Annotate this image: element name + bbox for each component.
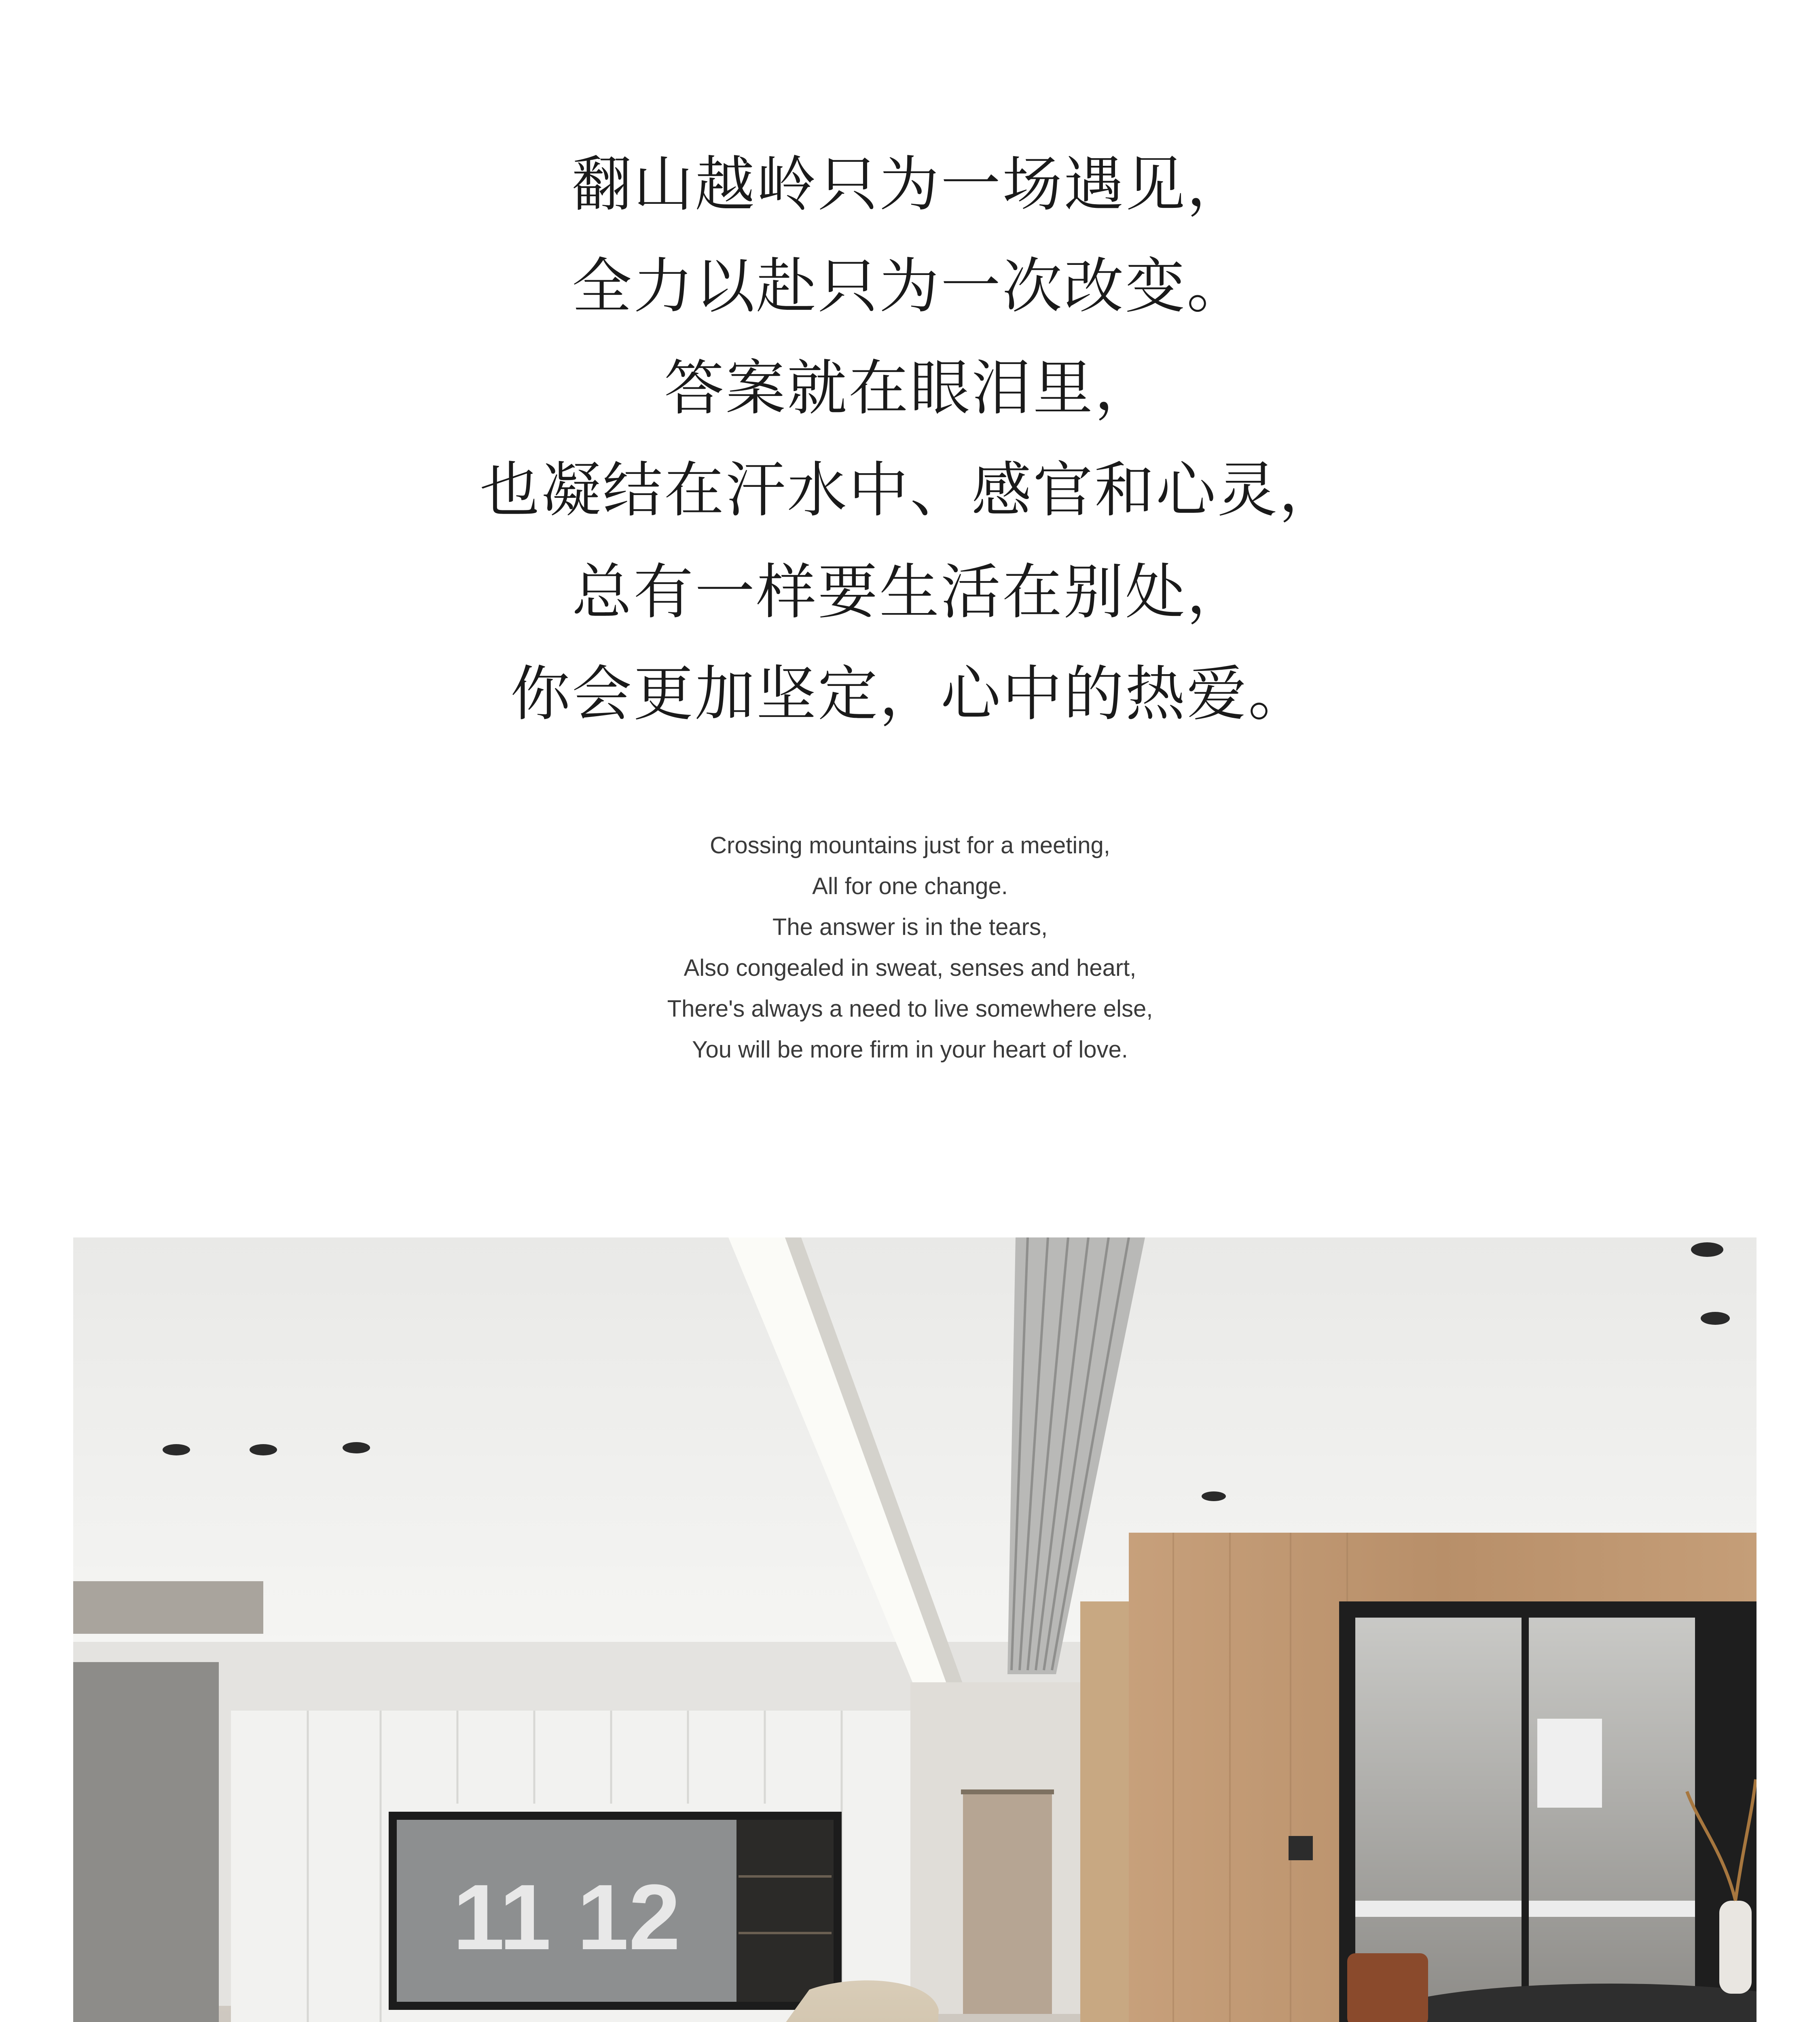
poem-cn-line: 答案就在眼泪里， (664, 353, 1156, 423)
poem-cn-line: 你会更加坚定，心中的热爱。 (510, 659, 1310, 729)
poem-en-line: The answer is in the tears, (772, 914, 1048, 940)
poem-en-line: All for one change. (812, 873, 1008, 899)
poem-en-line: You will be more firm in your heart of love. (692, 1036, 1128, 1063)
poem-cn-line: 翻山越岭只为一场遇见， (572, 150, 1248, 219)
poem-en-line: Crossing mountains just for a meeting, (710, 832, 1110, 859)
poem-cn-line: 也凝结在汗水中、感官和心灵， (480, 455, 1340, 525)
poem-cn-line: 总有一样要生活在别处， (572, 557, 1248, 627)
poem-cn-line: 全力以赴只为一次改变。 (572, 252, 1248, 321)
poem-en-line: Also congealed in sweat, senses and heart, (684, 955, 1136, 981)
poem-en-line: There's always a need to live somewhere else, (667, 996, 1153, 1022)
clock-text: 11 12 (453, 1865, 681, 1969)
